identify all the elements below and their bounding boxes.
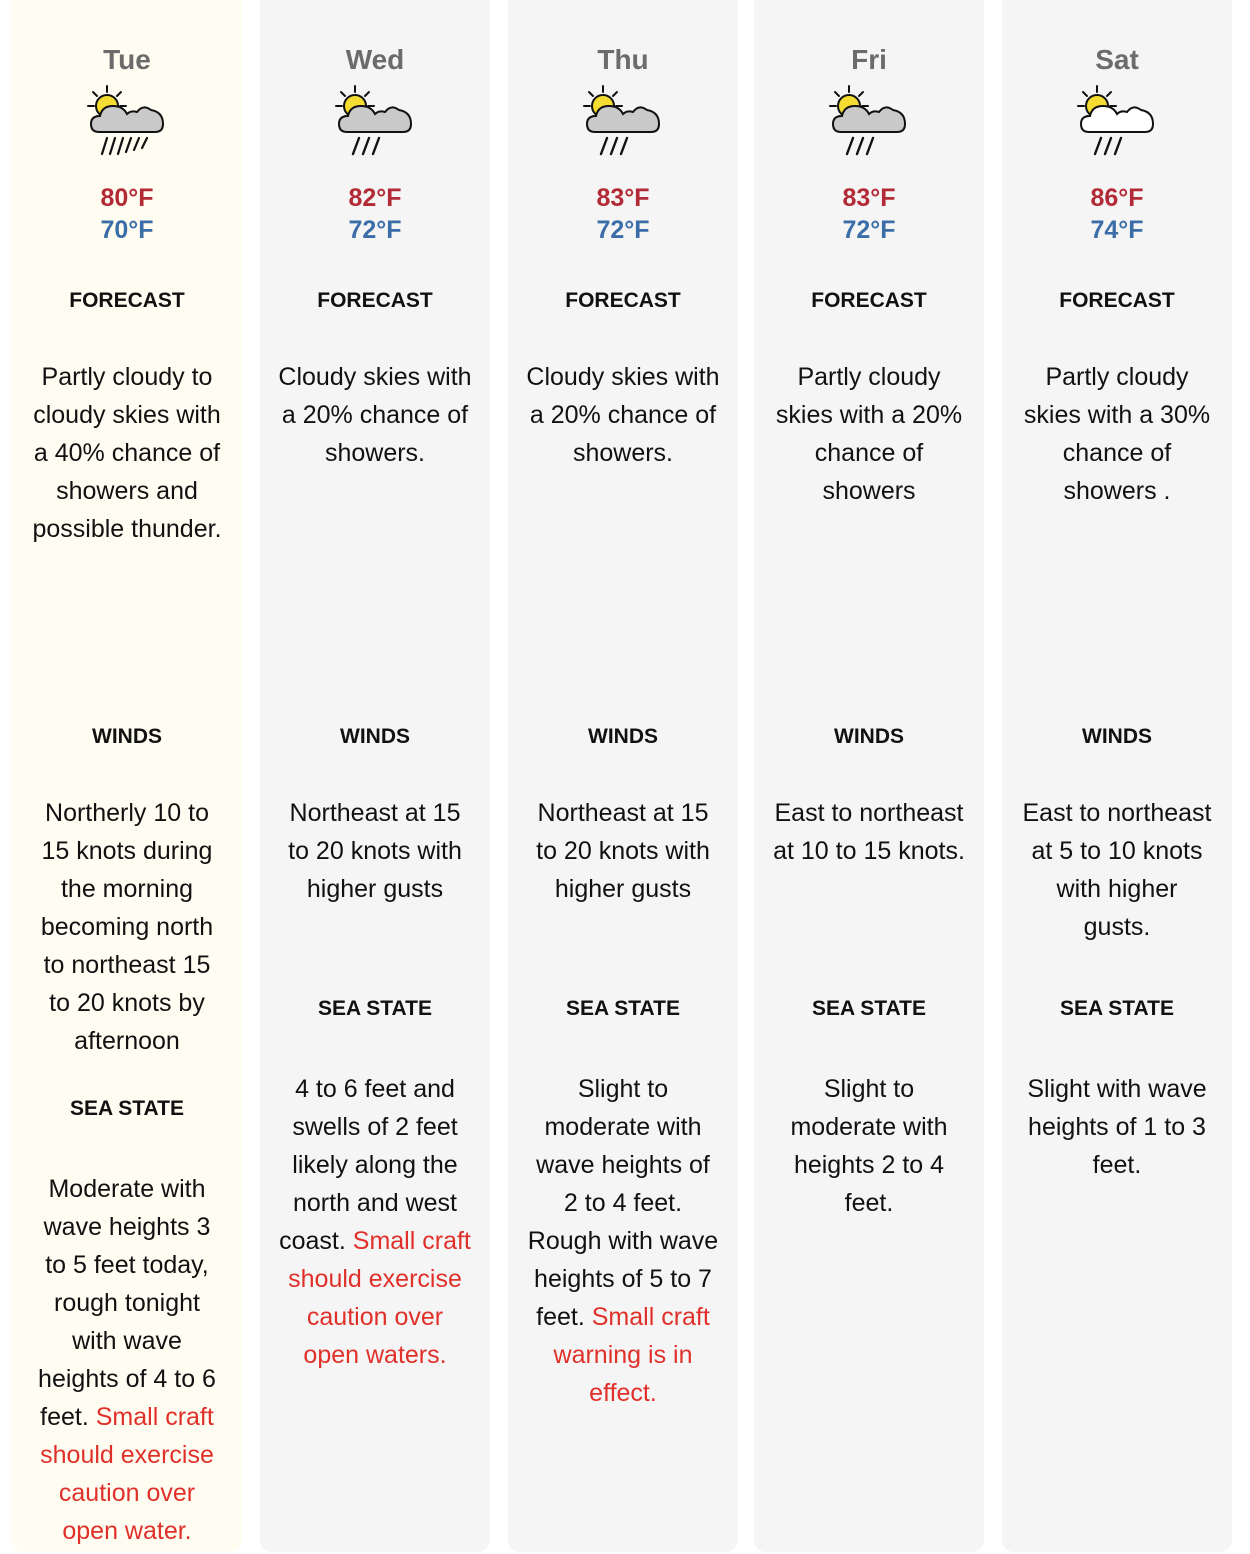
partly-cloudy-rain-icon bbox=[827, 84, 911, 168]
day-column-wed bbox=[260, 0, 490, 1552]
high-temp: 86°F bbox=[1090, 184, 1144, 212]
winds-text: East to northeast at 5 to 10 knots with higher gusts. bbox=[1022, 799, 1212, 941]
day-column-sat bbox=[1002, 0, 1232, 1552]
sea-state-body: Slight with wave heights of 1 to 3 feet. bbox=[1027, 1075, 1207, 1179]
forecast-heading: FORECAST bbox=[69, 289, 185, 312]
sea-state-body: Moderate with wave heights 3 to 5 feet today, rough tonight with wave heights of 4 to 6 feet. bbox=[38, 1175, 216, 1431]
low-temp: 74°F bbox=[1090, 216, 1144, 244]
day-column-tue bbox=[12, 0, 242, 1552]
partly-cloudy-rain-icon bbox=[581, 84, 665, 168]
high-temp: 83°F bbox=[596, 184, 650, 212]
sea-state-body: Slight to moderate with wave heights of 2 to 4 feet. Rough with wave heights of 5 to 7 feet. bbox=[527, 1075, 719, 1331]
high-temp: 83°F bbox=[842, 184, 896, 212]
day-label: Sat bbox=[1095, 44, 1139, 75]
forecast-heading: FORECAST bbox=[811, 289, 927, 312]
low-temp: 72°F bbox=[842, 216, 896, 244]
high-temp: 80°F bbox=[100, 184, 154, 212]
sea-state-text bbox=[278, 1070, 472, 1374]
day-column-thu bbox=[508, 0, 738, 1552]
sea-state-text bbox=[772, 1070, 966, 1222]
partly-sunny-rain-icon bbox=[1075, 84, 1159, 168]
winds-text: East to northeast at 10 to 15 knots. bbox=[773, 799, 965, 865]
winds-heading: WINDS bbox=[1082, 725, 1152, 748]
day-label: Wed bbox=[345, 44, 405, 75]
sea-state-text bbox=[1020, 1070, 1214, 1184]
winds-text: Northerly 10 to 15 knots during the morning becoming north to northeast 15 to 20 knots by afternoon bbox=[40, 799, 214, 1055]
sea-state-warning: Small craft should exercise caution over open waters. bbox=[288, 1227, 471, 1369]
low-temp: 72°F bbox=[348, 216, 402, 244]
sea-state-heading: SEA STATE bbox=[1060, 997, 1174, 1020]
winds-heading: WINDS bbox=[588, 725, 658, 748]
sea-state-heading: SEA STATE bbox=[318, 997, 432, 1020]
forecast-text: Cloudy skies with a 20% chance of showers. bbox=[526, 363, 720, 467]
forecast-text: Partly cloudy skies with a 20% chance of showers bbox=[775, 363, 963, 505]
day-label: Thu bbox=[597, 44, 649, 75]
forecast-text: Cloudy skies with a 20% chance of showers. bbox=[278, 363, 472, 467]
partly-cloudy-thunder-rain-icon bbox=[85, 84, 169, 168]
sea-state-warning: Small craft warning is in effect. bbox=[553, 1303, 710, 1407]
forecast-heading: FORECAST bbox=[317, 289, 433, 312]
winds-heading: WINDS bbox=[834, 725, 904, 748]
sea-state-text bbox=[30, 1170, 224, 1550]
high-temp: 82°F bbox=[348, 184, 402, 212]
winds-heading: WINDS bbox=[340, 725, 410, 748]
day-label: Fri bbox=[851, 44, 887, 75]
winds-text: Northeast at 15 to 20 knots with higher gusts bbox=[536, 799, 710, 903]
day-label: Tue bbox=[103, 44, 151, 75]
winds-heading: WINDS bbox=[92, 725, 162, 748]
forecast-heading: FORECAST bbox=[565, 289, 681, 312]
winds-text: Northeast at 15 to 20 knots with higher gusts bbox=[288, 799, 462, 903]
sea-state-text bbox=[526, 1070, 720, 1412]
sea-state-body: Slight to moderate with heights 2 to 4 feet. bbox=[790, 1075, 948, 1217]
sea-state-warning: Small craft should exercise caution over open water. bbox=[40, 1403, 214, 1545]
low-temp: 70°F bbox=[100, 216, 154, 244]
sea-state-heading: SEA STATE bbox=[70, 1097, 184, 1120]
forecast-text: Partly cloudy skies with a 30% chance of showers . bbox=[1023, 363, 1211, 505]
forecast-heading: FORECAST bbox=[1059, 289, 1175, 312]
day-column-fri bbox=[754, 0, 984, 1552]
forecast-text: Partly cloudy to cloudy skies with a 40% chance of showers and possible thunder. bbox=[32, 363, 222, 543]
sea-state-heading: SEA STATE bbox=[812, 997, 926, 1020]
low-temp: 72°F bbox=[596, 216, 650, 244]
sea-state-heading: SEA STATE bbox=[566, 997, 680, 1020]
partly-cloudy-rain-icon bbox=[333, 84, 417, 168]
sea-state-body: 4 to 6 feet and swells of 2 feet likely along the north and west coast. bbox=[279, 1075, 458, 1255]
